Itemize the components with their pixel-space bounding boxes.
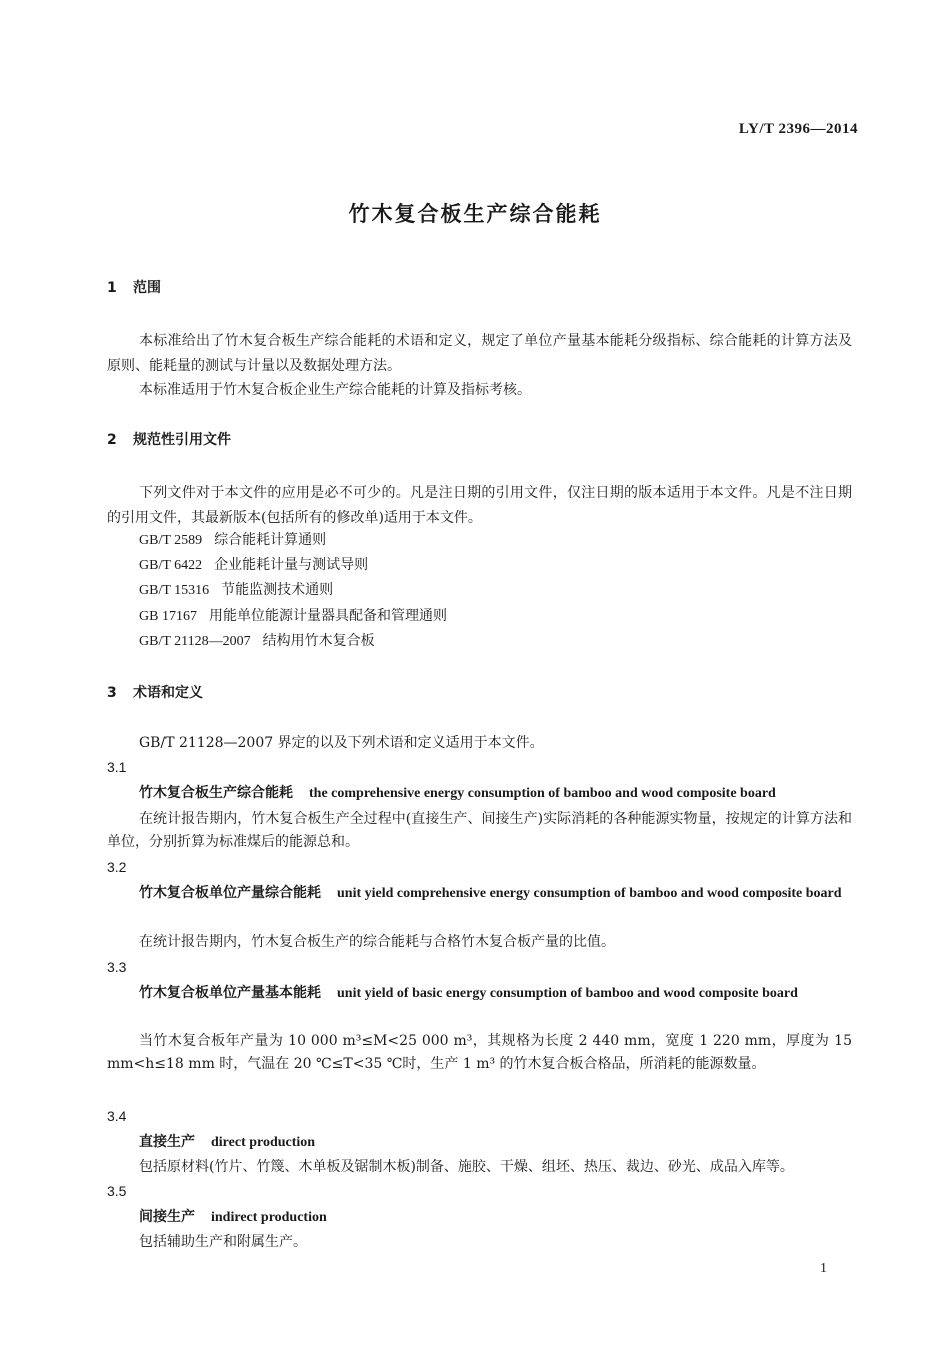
term-en: unit yield comprehensive energy consumption of bamboo and wood composite board xyxy=(337,886,842,901)
reference-title: 结构用竹木复合板 xyxy=(262,633,375,649)
section-number: 3 xyxy=(107,685,117,701)
term-en: unit yield of basic energy consumption of bamboo and wood composite board xyxy=(337,986,798,1001)
terms-intro: GB/T 21128—2007 界定的以及下列术语和定义适用于本文件。 xyxy=(139,735,544,751)
term-zh: 间接生产 xyxy=(139,1209,195,1225)
reference-code: GB/T 6422 xyxy=(139,558,203,573)
term-entry xyxy=(107,982,852,1005)
reference-code: GB/T 21128—2007 xyxy=(139,634,251,649)
reference-title: 用能单位能源计量器具配备和管理通则 xyxy=(208,608,447,624)
standard-number: LY/T 2396—2014 xyxy=(738,121,858,137)
section-number: 1 xyxy=(107,280,117,296)
term-definition: 在统计报告期内，竹木复合板生产全过程中(直接生产、间接生产)实际消耗的各种能源实物量，按规定的计算方法和单位，分别折算为标准煤后的能源总和。 xyxy=(107,811,852,850)
reference-item xyxy=(139,629,375,654)
section-title: 术语和定义 xyxy=(133,685,203,701)
scope-paragraph-1: 本标准给出了竹木复合板生产综合能耗的术语和定义，规定了单位产量基本能耗分级指标、综合能耗的计算方法及原则、能耗量的测试与计量以及数据处理方法。 xyxy=(107,333,852,374)
clause-number: 3.3 xyxy=(107,959,127,975)
clause-number: 3.2 xyxy=(107,859,127,875)
reference-item xyxy=(139,553,368,578)
term-en: direct production xyxy=(211,1135,316,1150)
reference-code: GB/T 15316 xyxy=(139,583,210,598)
term-entry xyxy=(107,1131,852,1154)
term-en: indirect production xyxy=(211,1210,327,1225)
reference-item xyxy=(139,528,326,553)
term-definition: 在统计报告期内，竹木复合板生产的综合能耗与合格竹木复合板产量的比值。 xyxy=(139,934,615,950)
reference-title: 节能监测技术通则 xyxy=(221,582,334,598)
section-3-heading xyxy=(107,682,203,702)
references-intro: 下列文件对于本文件的应用是必不可少的。凡是注日期的引用文件，仅注日期的版本适用于本文件。凡是不注日期的引用文件，其最新版本(包括所有的修改单)适用于本文件。 xyxy=(107,485,852,526)
reference-item xyxy=(139,578,333,603)
clause-number: 3.4 xyxy=(107,1108,127,1124)
reference-title: 综合能耗计算通则 xyxy=(214,532,327,548)
reference-title: 企业能耗计量与测试导则 xyxy=(214,557,369,573)
clause-number: 3.5 xyxy=(107,1183,127,1199)
reference-code: GB 17167 xyxy=(139,609,197,624)
term-zh: 直接生产 xyxy=(139,1134,195,1150)
page-number: 1 xyxy=(820,1261,827,1276)
section-title: 规范性引用文件 xyxy=(133,432,231,448)
section-title: 范围 xyxy=(133,280,161,296)
scope-paragraph-2: 本标准适用于竹木复合板企业生产综合能耗的计算及指标考核。 xyxy=(139,382,531,398)
term-definition: 当竹木复合板年产量为 10 000 m³≤M<25 000 m³，其规格为长度 2 440 mm，宽度 1 220 mm，厚度为 15 mm<h≤18 mm 时，气温在 20 ℃≤T<35 ℃时，生产 1 m³ 的竹木复合板合格品，所消耗的能源数量。 xyxy=(107,1033,852,1072)
term-entry xyxy=(107,882,852,905)
reference-item xyxy=(139,604,447,629)
term-entry xyxy=(107,782,852,805)
section-1-heading xyxy=(107,277,161,297)
document-title: 竹木复合板生产综合能耗 xyxy=(348,202,602,226)
term-definition: 包括辅助生产和附属生产。 xyxy=(139,1234,307,1250)
term-en: the comprehensive energy consumption of bamboo and wood composite board xyxy=(309,786,776,801)
term-zh: 竹木复合板生产综合能耗 xyxy=(139,785,293,801)
reference-code: GB/T 2589 xyxy=(139,533,203,548)
term-zh: 竹木复合板单位产量综合能耗 xyxy=(139,885,321,901)
section-2-heading xyxy=(107,429,231,449)
term-definition: 包括原材料(竹片、竹篾、木单板及锯制木板)制备、施胶、干燥、组坯、热压、裁边、砂光、成品入库等。 xyxy=(139,1159,794,1175)
section-number: 2 xyxy=(107,432,117,448)
term-entry xyxy=(107,1206,852,1229)
clause-number: 3.1 xyxy=(107,759,127,775)
term-zh: 竹木复合板单位产量基本能耗 xyxy=(139,985,321,1001)
